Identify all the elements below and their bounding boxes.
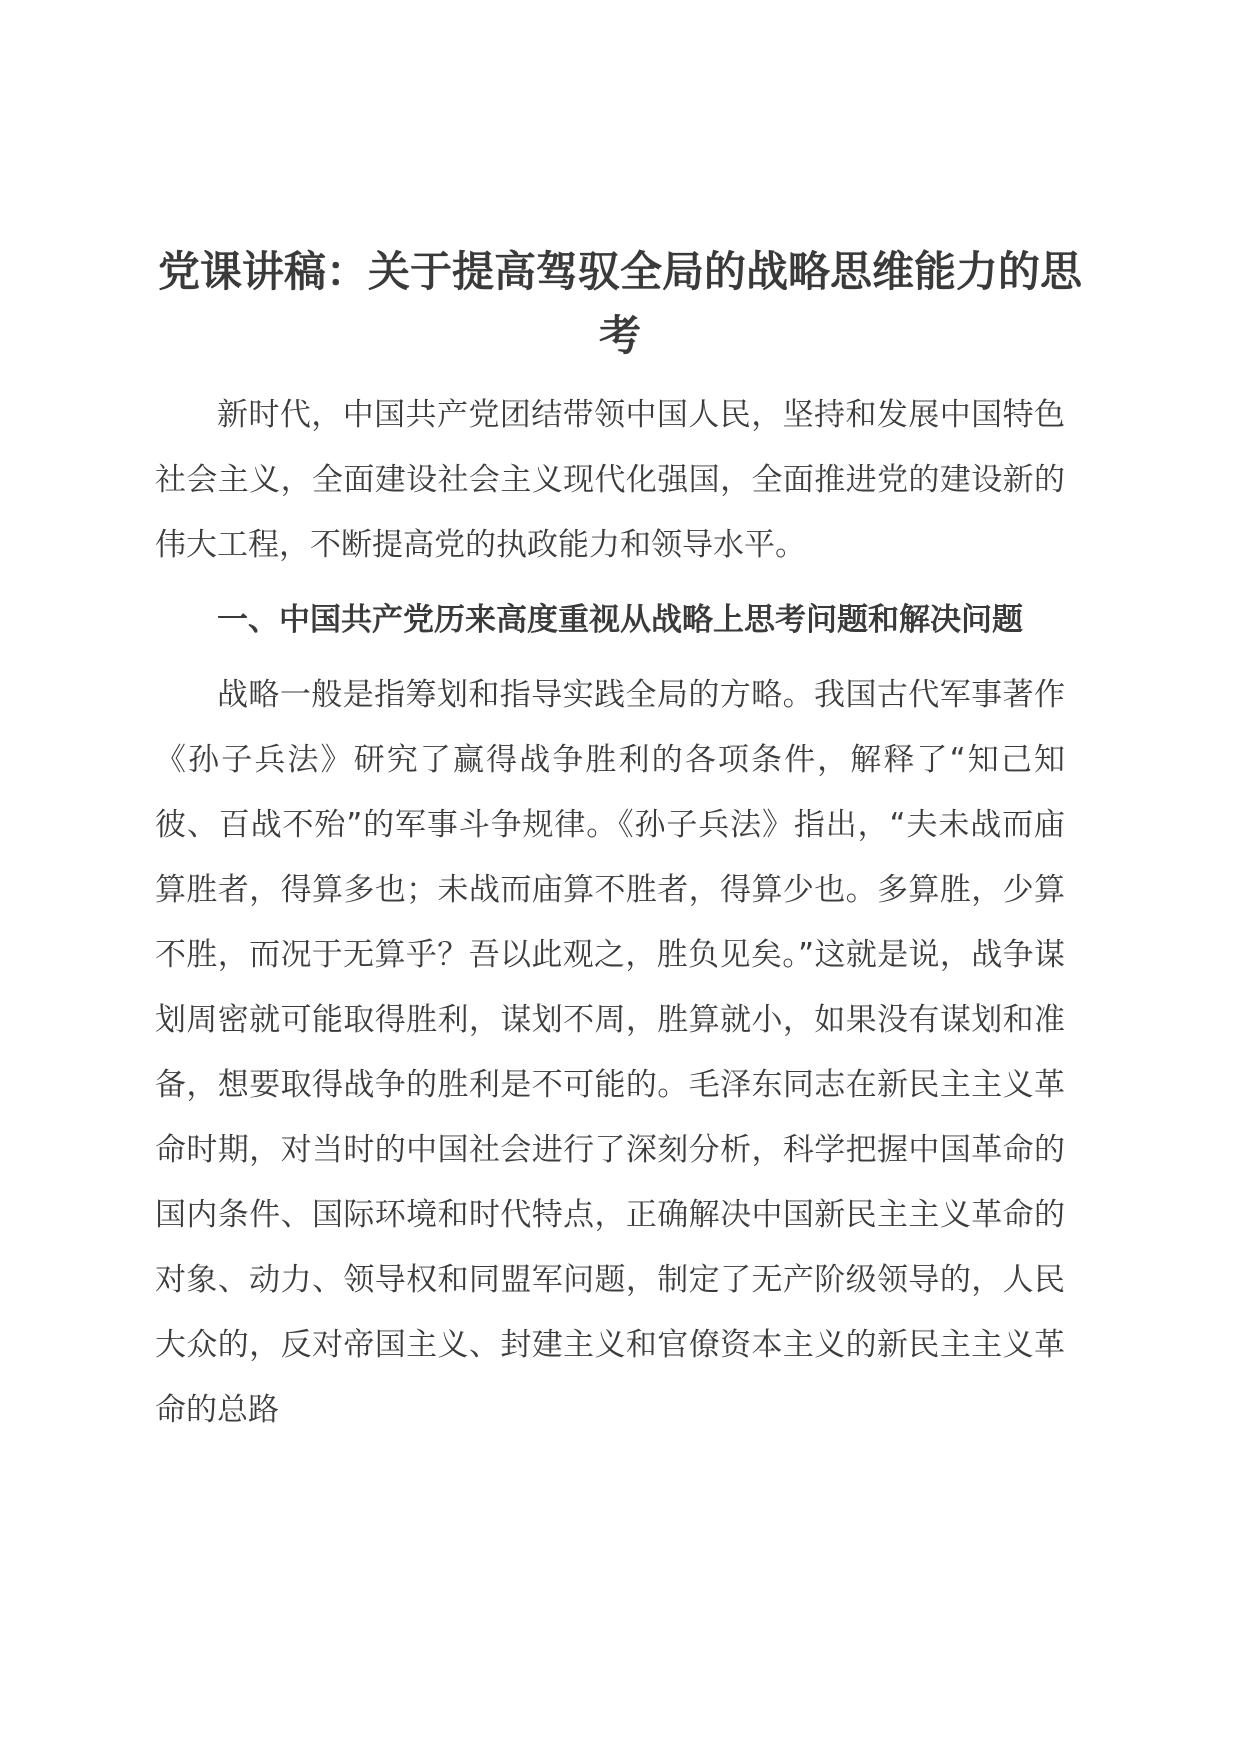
- document-title: 党课讲稿：关于提高驾驭全局的战略思维能力的思考: [157, 247, 1082, 360]
- intro-paragraph: 新时代，中国共产党团结带领中国人民，坚持和发展中国特色社会主义，全面建设社会主义现代化强国，全面推进党的建设新的伟大工程，不断提高党的执政能力和领导水平。: [155, 397, 1065, 563]
- section-heading: 一、中国共产党历来高度重视从战略上思考问题和解决问题: [217, 602, 1023, 638]
- document-body: [155, 383, 1065, 1443]
- section-paragraph: 战略一般是指筹划和指导实践全局的方略。我国古代军事著作《孙子兵法》研究了赢得战争胜利的各项条件，解释了“知己知彼、百战不殆”的军事斗争规律。《孙子兵法》指出，“夫未战而庙算胜者，得算多也；未战而庙算不胜者，得算少也。多算胜，少算不胜，而况于无算乎？吾以此观之，胜负见矣。”这就是说，战争谋划周密就可能取得胜利，谋划不周，胜算就小，如果没有谋划和准备，想要取得战争的胜利是不可能的。毛泽东同志在新民主主义革命时期，对当时的中国社会进行了深刻分析，科学把握中国革命的国内条件、国际环境和时代特点，正确解决中国新民主主义革命的对象、动力、领导权和同盟军问题，制定了无产阶级领导的，人民大众的，反对帝国主义、封建主义和官僚资本主义的新民主主义革命的总路: [155, 677, 1065, 1428]
